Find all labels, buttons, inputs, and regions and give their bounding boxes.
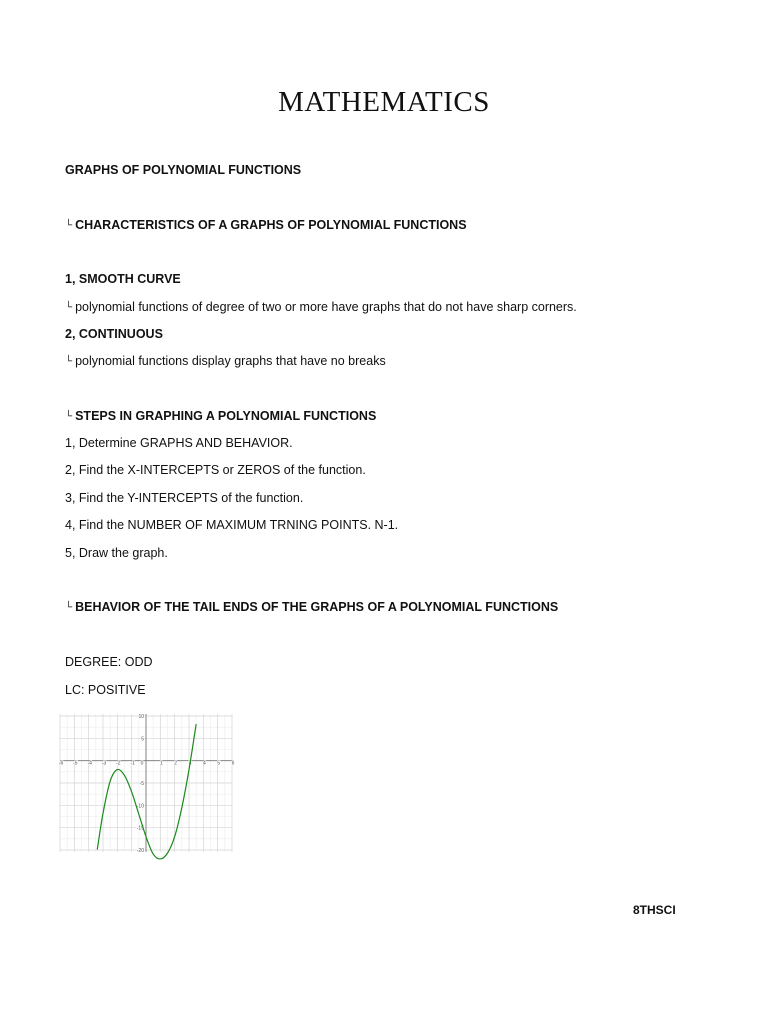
smooth-curve-title: 1, SMOOTH CURVE xyxy=(65,272,181,286)
footer-label: 8THSCI xyxy=(633,903,676,917)
steps-heading-text: STEPS IN GRAPHING A POLYNOMIAL FUNCTIONS xyxy=(75,409,377,423)
x-tick-label: -1 xyxy=(130,760,135,767)
step-item: 2, Find the X-INTERCEPTS or ZEROS of the function. xyxy=(65,463,366,477)
degree-label: DEGREE: ODD xyxy=(65,655,153,669)
x-tick-label: -6 xyxy=(58,760,64,767)
main-heading: GRAPHS OF POLYNOMIAL FUNCTIONS xyxy=(65,163,302,177)
x-tick-label: -2 xyxy=(116,760,121,767)
y-tick-label: -15 xyxy=(136,825,144,832)
y-tick-label: 10 xyxy=(138,714,144,720)
polynomial-graph xyxy=(58,714,235,854)
continuous-desc-text: polynomial functions display graphs that have no breaks xyxy=(75,354,386,368)
characteristics-heading xyxy=(65,218,467,232)
x-tick-label: 6 xyxy=(231,760,235,767)
characteristics-text: CHARACTERISTICS OF A GRAPHS OF POLYNOMIAL FUNCTIONS xyxy=(75,218,467,232)
x-tick-label: 5 xyxy=(217,760,221,767)
x-tick-label: 0 xyxy=(140,760,144,767)
x-tick-label: -5 xyxy=(73,760,78,767)
step-item: 3, Find the Y-INTERCEPTS of the function. xyxy=(65,491,304,505)
step-item: 5, Draw the graph. xyxy=(65,546,168,560)
y-tick-label: -10 xyxy=(136,803,144,810)
bullet-mark: └ xyxy=(65,356,73,367)
continuous-title: 2, CONTINUOUS xyxy=(65,327,163,341)
bullet-mark: └ xyxy=(65,602,73,613)
lc-label: LC: POSITIVE xyxy=(65,683,146,697)
behavior-heading-text: BEHAVIOR OF THE TAIL ENDS OF THE GRAPHS OF A POLYNOMIAL FUNCTIONS xyxy=(75,600,559,614)
behavior-heading xyxy=(65,600,558,614)
x-tick-label: -3 xyxy=(101,760,107,767)
bullet-mark: └ xyxy=(65,302,73,313)
x-tick-label: 2 xyxy=(174,760,178,767)
bullet-mark: └ xyxy=(65,411,73,422)
y-tick-label: 5 xyxy=(141,736,144,743)
steps-heading xyxy=(65,409,376,423)
step-item: 1, Determine GRAPHS AND BEHAVIOR. xyxy=(65,436,293,450)
step-item: 4, Find the NUMBER OF MAXIMUM TRNING POINTS. N-1. xyxy=(65,518,399,532)
x-tick-label: 1 xyxy=(159,760,163,767)
x-tick-label: 3 xyxy=(188,760,192,767)
bullet-mark: └ xyxy=(65,220,73,231)
y-tick-label: -5 xyxy=(139,781,144,787)
x-tick-label: 4 xyxy=(202,760,206,767)
smooth-curve-desc xyxy=(65,300,577,314)
smooth-curve-desc-text: polynomial functions of degree of two or more have graphs that do not have sharp corners. xyxy=(75,300,577,314)
page-title: MATHEMATICS xyxy=(278,86,490,118)
y-tick-label: -20 xyxy=(136,848,144,854)
x-tick-label: -4 xyxy=(87,760,92,767)
continuous-desc xyxy=(65,354,386,368)
